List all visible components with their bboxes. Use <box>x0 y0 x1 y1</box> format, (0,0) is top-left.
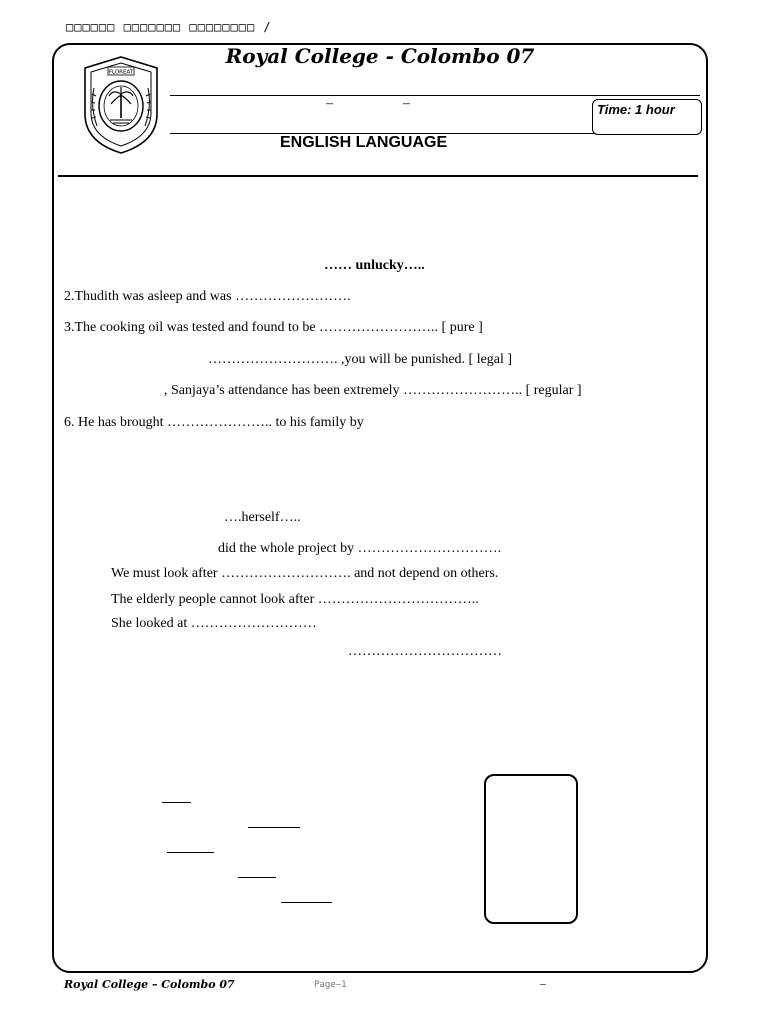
time-box <box>592 99 702 135</box>
look-after-sentence-2: The elderly people cannot look after …………………………….. <box>111 592 479 607</box>
question-2: 2.Thudith was asleep and was ……………………. <box>64 289 351 304</box>
footer-dash: – <box>540 976 546 990</box>
question-3: 3.The cooking oil was tested and found to be …………………….. [ pure ] <box>64 320 483 335</box>
school-title: Royal College - Colombo 07 <box>225 44 535 68</box>
example-answer: …… unlucky….. <box>324 258 425 273</box>
look-after-sentence-1: We must look after ………………………. and not depend on others. <box>111 566 499 581</box>
underline-blank <box>162 802 191 803</box>
question-5: , Sanjaya’s attendance has been extremely …………………….. [ regular ] <box>164 383 582 398</box>
header-dash-2: – <box>403 96 410 111</box>
herself-example: ….herself….. <box>224 510 301 525</box>
question-6: 6. He has brought ………………….. to his family by <box>64 415 364 430</box>
header-divider <box>58 175 698 177</box>
time-label: Time: 1 hour <box>597 102 675 117</box>
page-frame <box>52 43 708 973</box>
question-4: ………………………. ,you will be punished. [ legal ] <box>208 352 513 367</box>
answer-box <box>484 774 578 924</box>
underline-blank <box>281 902 332 903</box>
header-dash-1: – <box>326 96 333 111</box>
school-crest-logo <box>80 54 162 156</box>
project-sentence: did the whole project by …………………………. <box>218 541 502 556</box>
header-rule-top <box>170 95 700 96</box>
subject-title: ENGLISH LANGUAGE <box>280 134 448 151</box>
answer-dotted-line: …………………………… <box>348 644 502 659</box>
underline-blank <box>167 852 214 853</box>
footer-school: Royal College – Colombo 07 <box>64 978 235 991</box>
underline-blank <box>248 827 300 828</box>
underline-blank <box>238 877 276 878</box>
svg-text:FLOREAT: FLOREAT <box>108 69 134 76</box>
looked-at-sentence: She looked at ……………………… <box>111 616 317 631</box>
header-top-note: □□□□□□ □□□□□□□ □□□□□□□□ / <box>66 20 272 34</box>
footer-page-number: Page—1 <box>314 980 347 990</box>
